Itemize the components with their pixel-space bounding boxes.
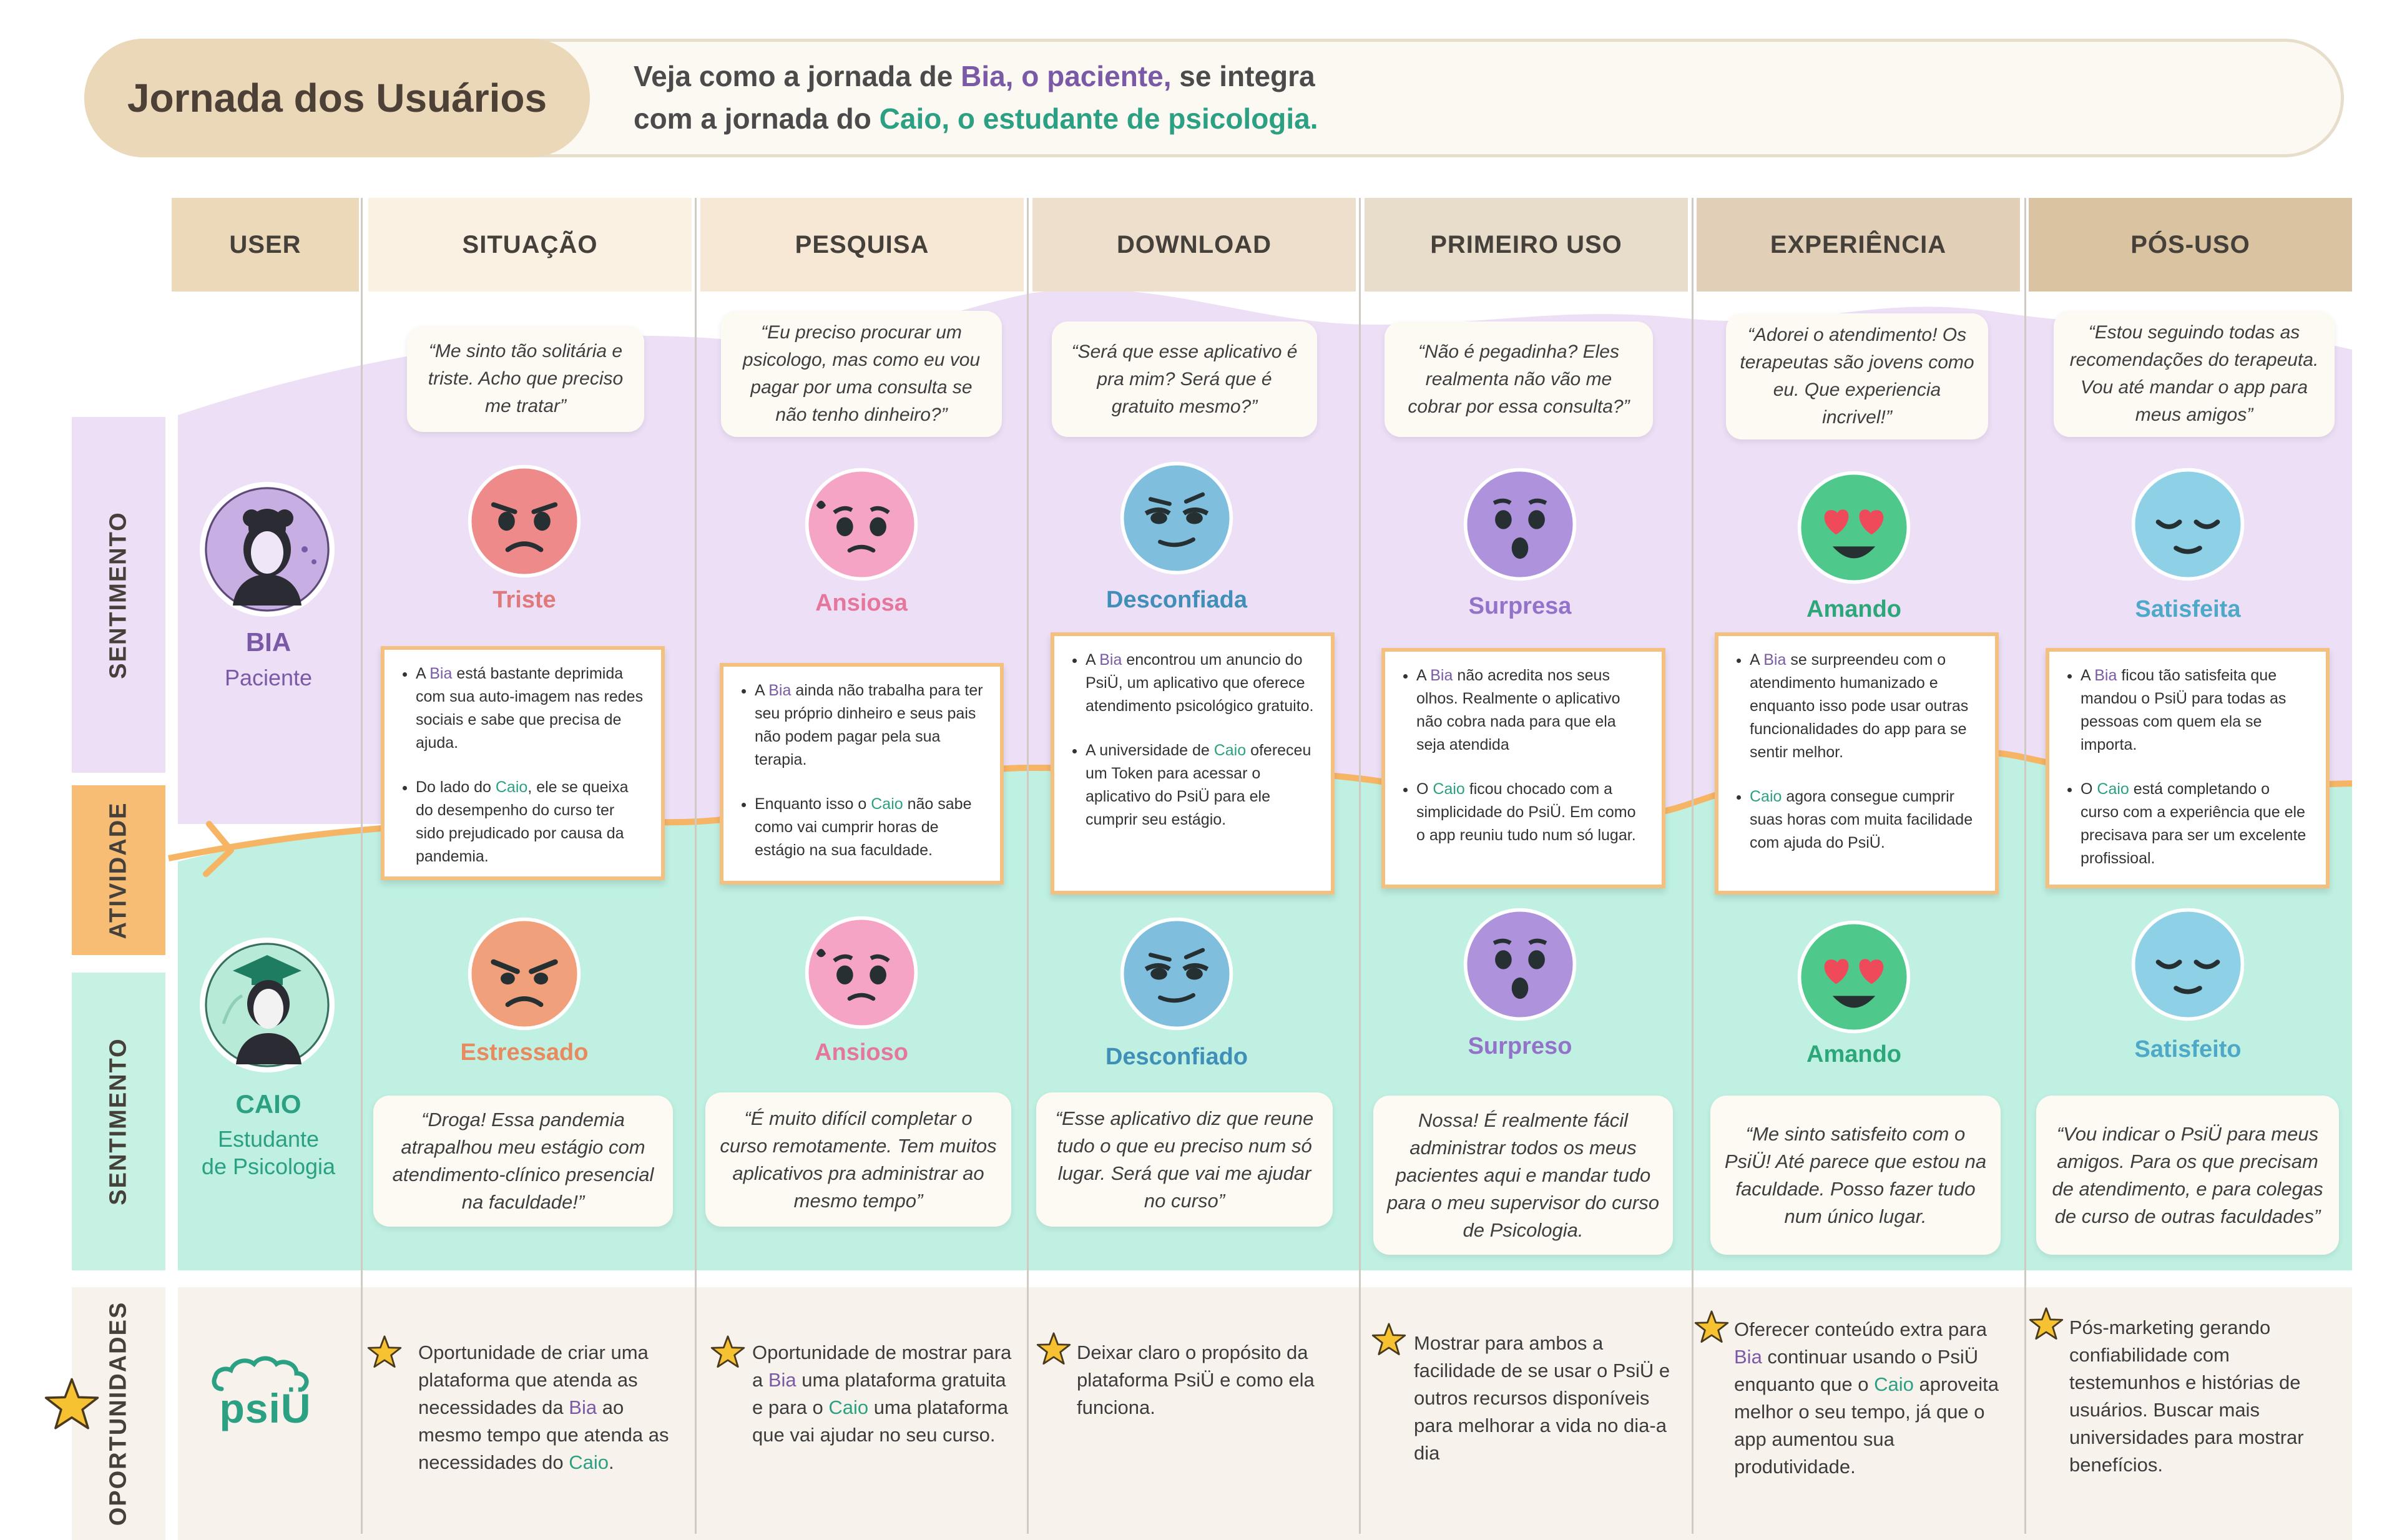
bia-quote-situacao: “Me sinto tão solitária e triste. Acho que preciso me tratar” <box>407 326 644 432</box>
bia-name: BIA <box>245 627 292 657</box>
caio-quote-download: “Esse aplicativo diz que reune tudo o que eu preciso num só lugar. Será que vai me ajudar no curso” <box>1036 1092 1333 1227</box>
surprised-face-icon <box>1461 465 1579 584</box>
bia-emotion-pos-uso: Satisfeita <box>2135 596 2241 622</box>
bia-emotion-experiencia: Amando <box>1806 596 1901 622</box>
bia-emotion-download: Desconfiada <box>1106 587 1247 613</box>
heart-eyes-face-icon <box>1795 918 1913 1036</box>
bia-avatar <box>199 481 336 618</box>
bia-quote-pesquisa: “Eu preciso procurar um psicologo, mas como eu vou pagar por uma consulta se não tenho dinheiro?” <box>721 311 1002 437</box>
col-header-primeiro-uso: PRIMEIRO USO <box>1365 198 1688 292</box>
star-icon <box>1371 1322 1406 1357</box>
bia-quote-primeiro-uso: “Não é pegadinha? Eles realmenta não vão me cobrar por essa consulta?” <box>1385 321 1653 437</box>
caio-quote-pos-uso: “Vou indicar o PsiÜ para meus amigos. Para os que precisam de atendimento, e para colegas de curso de outras faculdades” <box>2036 1096 2339 1255</box>
row-label-atividade: ATIVIDADE <box>105 802 132 939</box>
opportunity-situacao: Oportunidade de criar uma plataforma que atenda as necessidades da Bia ao mesmo tempo que atenda as necessidades do Caio. <box>418 1341 669 1473</box>
bia-role: Paciente <box>224 665 313 690</box>
bia-quote-pos-uso: “Estou seguindo todas as recomendações do terapeuta. Vou até mandar o app para meus amigos” <box>2054 311 2335 437</box>
surprised-face-icon <box>1461 905 1579 1024</box>
caio-emotion-download: Desconfiado <box>1105 1044 1248 1070</box>
col-divider <box>1027 198 1029 1534</box>
heart-eyes-face-icon <box>1795 468 1913 587</box>
col-divider <box>2024 198 2026 1534</box>
col-header-situacao: SITUAÇÃO <box>368 198 692 292</box>
caio-quote-experiencia: “Me sinto satisfeito com o PsiÜ! Até parece que estou na faculdade. Posso fazer tudo num único lugar. <box>1710 1096 2001 1255</box>
anxious-face-icon <box>802 913 921 1032</box>
activity-card-situacao: • A Bia está bastante deprimida com sua auto-imagem nas redes sociais e sabe que precisa de ajuda. • Do lado do Caio, ele se queixa do desempenho do curso ter sido prejudicado por causa da pandemia. <box>381 646 665 880</box>
activity-card-pesquisa: • A Bia ainda não trabalha para ter seu próprio dinheiro e seus pais não podem pagar pela sua terapia. • Enquanto isso o Caio não sabe como vai cumprir horas de estágio na sua faculdade. <box>720 663 1004 885</box>
content-face-icon <box>2129 465 2247 584</box>
bia-emotion-situacao: Triste <box>493 587 556 613</box>
col-divider <box>1359 198 1361 1534</box>
caio-emotion-primeiro-uso: Surpreso <box>1468 1033 1572 1059</box>
bia-quote-experiencia: “Adorei o atendimento! Os terapeutas são jovens como eu. Que experiencia incrivel!” <box>1726 313 1988 439</box>
opportunity-download: Deixar claro o propósito da plataforma PsiÜ e como ela funciona. <box>1077 1341 1315 1418</box>
anxious-face-icon <box>802 465 921 584</box>
row-label-sentimento-bia: SENTIMENTO <box>105 511 132 679</box>
suspicious-face-icon <box>1117 459 1236 577</box>
col-divider <box>1692 198 1694 1534</box>
caio-quote-pesquisa: “É muito difícil completar o curso remotamente. Tem muitos aplicativos pra administrar ao mesmo tempo” <box>705 1092 1011 1227</box>
activity-card-experiencia: • A Bia se surpreendeu com o atendimento humanizado e enquanto isso pode usar outras funcionalidades do app para se sentir melhor. • Caio agora consegue cumprir suas horas com muita facilidade com ajuda do PsiÜ. <box>1715 632 1999 895</box>
caio-emotion-pesquisa: Ansioso <box>815 1039 908 1066</box>
opportunity-experiencia: Oferecer conteúdo extra para Bia continuar usando o PsiÜ enquanto que o Caio aproveita melhor o seu tempo, já que o app aumentou sua produtividade. <box>1734 1318 1999 1478</box>
col-header-experiencia: EXPERIÊNCIA <box>1697 198 2020 292</box>
suspicious-face-icon <box>1117 915 1236 1033</box>
activity-card-download: • A Bia encontrou um anuncio do PsiÜ, um aplicativo que oferece atendimento psicológico gratuito. • A universidade de Caio ofereceu um Token para acessar o aplicativo do PsiÜ para ele cumprir seu estágio. <box>1051 632 1335 895</box>
caio-name: CAIO <box>235 1089 301 1119</box>
opportunity-primeiro-uso: Mostrar para ambos a facilidade de se usar o PsiÜ e outros recursos disponíveis para melhorar a vida no dia-a dia <box>1414 1332 1670 1464</box>
col-header-pos-uso: PÓS-USO <box>2029 198 2352 292</box>
row-label-oportunidades: OPORTUNIDADES <box>105 1301 132 1526</box>
content-face-icon <box>2129 905 2247 1024</box>
opportunity-pesquisa: Oportunidade de mostrar para a Bia uma plataforma gratuita e para o Caio uma plataforma que vai ajudar no seu curso. <box>752 1341 1012 1446</box>
caio-role: Estudante de Psicologia <box>201 1126 336 1179</box>
opportunity-pos-uso: Pós-marketing gerando confiabilidade com testemunhos e histórias de usuários. Buscar mais universidades para mostrar benefícios. <box>2069 1317 2304 1476</box>
star-icon <box>1694 1310 1729 1345</box>
col-header-download: DOWNLOAD <box>1032 198 1356 292</box>
caio-emotion-situacao: Estressado <box>460 1039 589 1066</box>
star-icon <box>2029 1307 2064 1341</box>
bia-quote-download: “Será que esse aplicativo é pra mim? Será que é gratuito mesmo?” <box>1052 321 1317 437</box>
star-icon <box>44 1376 100 1433</box>
angry-face-icon <box>465 915 584 1033</box>
caio-emotion-experiencia: Amando <box>1806 1041 1901 1067</box>
sad-face-icon <box>465 462 584 581</box>
caio-emotion-pos-uso: Satisfeito <box>2134 1036 2242 1062</box>
col-header-pesquisa: PESQUISA <box>700 198 1024 292</box>
col-header-user: USER <box>172 198 359 292</box>
star-icon <box>367 1335 402 1370</box>
activity-card-pos-uso: • A Bia ficou tão satisfeita que mandou o PsiÜ para todas as pessoas com quem ela se importa. • O Caio está completando o curso com a experiência que ele precisava para ser um excelente profissioal. <box>2046 648 2330 888</box>
psiu-logo-text: psiÜ <box>219 1385 311 1431</box>
caio-quote-situacao: “Droga! Essa pandemia atrapalhou meu estágio com atendimento-clínico presencial na faculdade!” <box>373 1096 673 1227</box>
col-divider <box>695 198 697 1534</box>
star-icon <box>710 1335 745 1370</box>
caio-avatar <box>199 936 336 1074</box>
col-divider <box>361 198 363 1534</box>
bia-emotion-primeiro-uso: Surpresa <box>1468 593 1572 619</box>
activity-card-primeiro-uso: • A Bia não acredita nos seus olhos. Realmente o aplicativo não cobra nada para que ela seja atendida • O Caio ficou chocado com a simplicidade do PsiÜ. Em como o app reuniu tudo num só lugar. <box>1381 648 1665 888</box>
caio-quote-primeiro-uso: Nossa! É realmente fácil administrar todos os meus pacientes aqui e mandar tudo para o meu supervisor do curso de Psicologia. <box>1373 1096 1673 1255</box>
page-title: Jornada dos Usuários <box>84 39 590 157</box>
bia-emotion-pesquisa: Ansiosa <box>815 590 908 616</box>
header-subtitle: Veja como a jornada de Bia, o paciente, se integra com a jornada do Caio, o estudante de psicologia. <box>634 60 1318 135</box>
star-icon <box>1036 1332 1071 1366</box>
row-label-sentimento-caio: SENTIMENTO <box>105 1037 132 1205</box>
